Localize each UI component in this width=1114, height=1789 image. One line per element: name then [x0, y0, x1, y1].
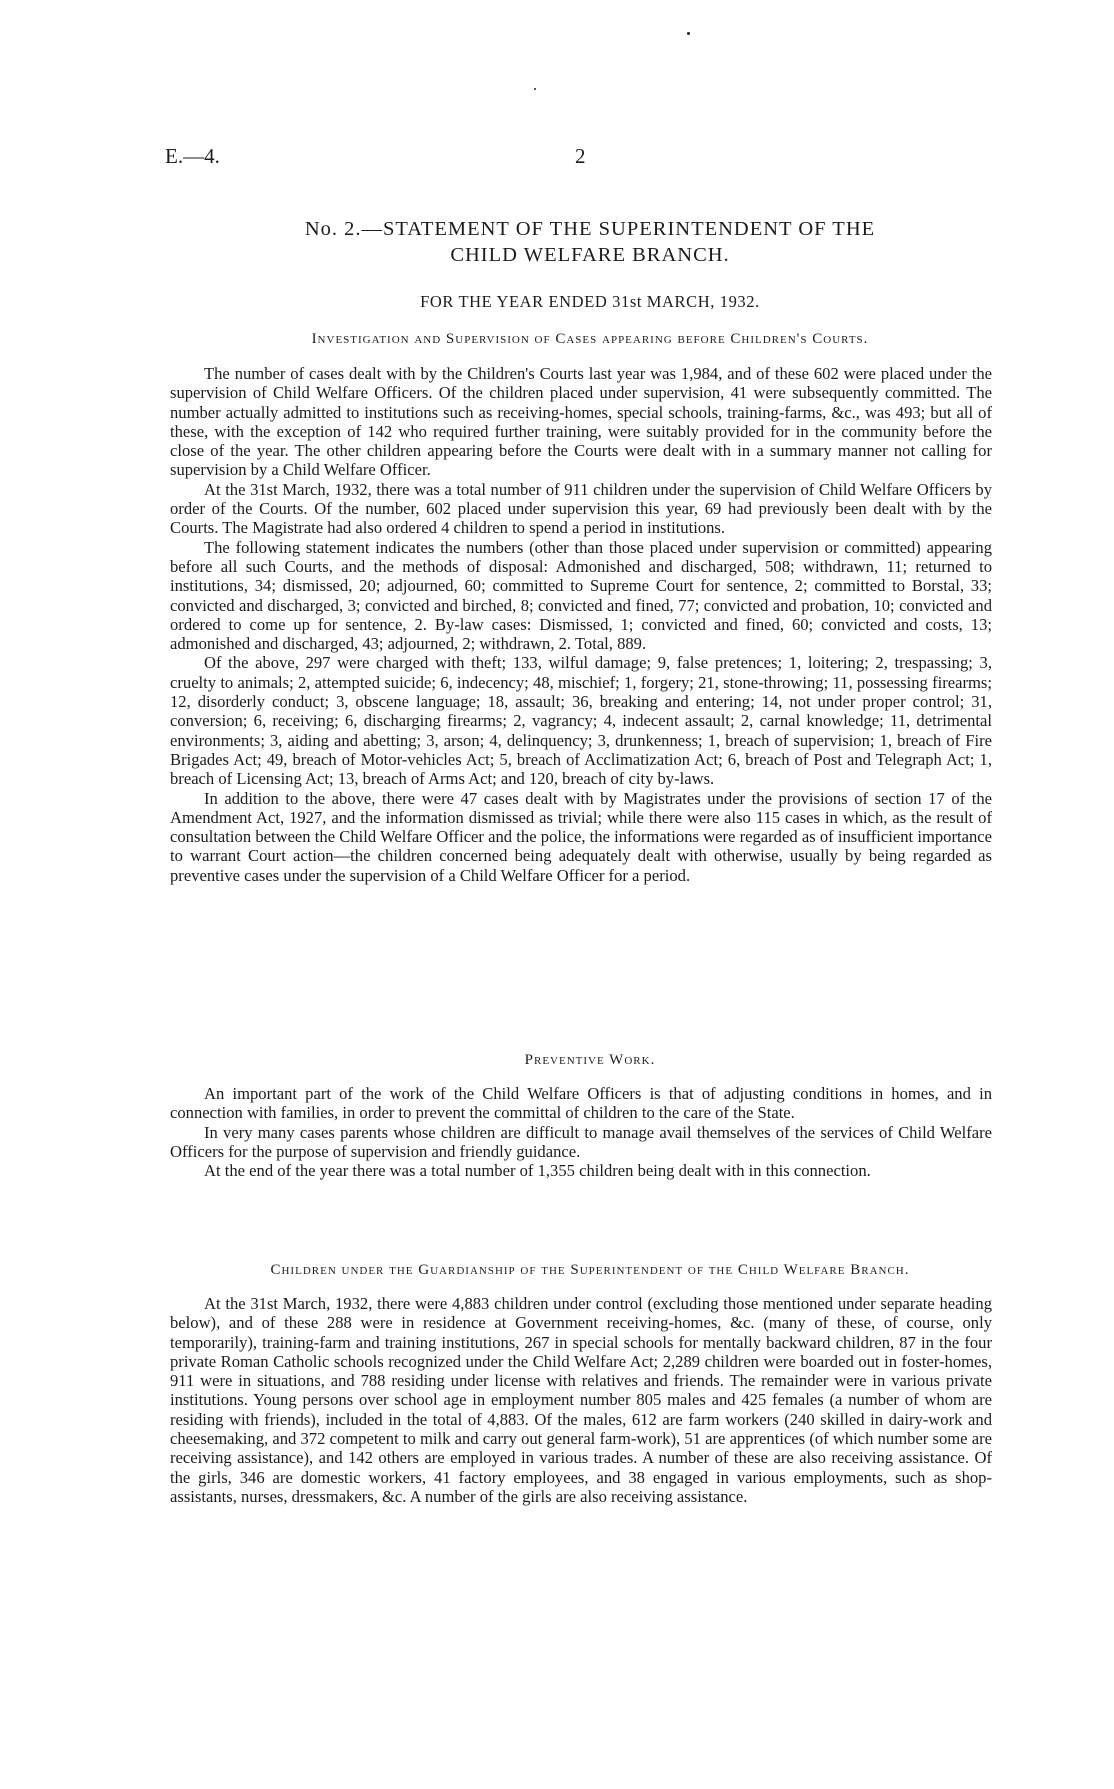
paragraph: In very many cases parents whose children are difficult to manage avail themselves of the services of Child Welfare Officers for the purpose of supervision and friendly guidance.	[170, 1122, 992, 1161]
paragraph: The following statement indicates the numbers (other than those placed under supervision or committed) appearing before all such Courts, and the methods of disposal: Admonished and discharged, 508; withdrawn, 11; returned to institutions, 34; dismissed, 20; adjourned, 60; committed to Supreme Court for sentence, 2; committed to Borstal, 33; convicted and discharged, 3; convicted and birched, 8; convicted and fined, 77; convicted and probation, 10; convicted and ordered to come up for sentence, 2. By-law cases: Dismissed, 1; convicted and fined, 60; convicted and costs, 13; admonished and discharged, 43; adjourned, 2; withdrawn, 2. Total, 889.	[170, 537, 992, 654]
section-body-investigation	[170, 364, 992, 885]
paragraph: At the end of the year there was a total number of 1,355 children being dealt with in this connection.	[204, 1161, 871, 1181]
section-heading-guardianship: Children under the Guardianship of the Superintendent of the Child Welfare Branch.	[270, 1262, 910, 1278]
page-number: 2	[575, 144, 586, 168]
title-line-2: CHILD WELFARE BRANCH.	[450, 244, 730, 266]
paragraph: Of the above, 297 were charged with theft; 133, wilful damage; 9, false pretences; 1, loitering; 2, trespassing; 3, cruelty to animals; 2, attempted suicide; 6, indecency; 48, mischief; 1, forgery; 21, stone-throwing; 11, possessing firearms; 12, disorderly conduct; 3, obscene language; 18, assault; 36, breaking and entering; 14, not under proper control; 31, conversion; 6, receiving; 6, discharging firearms; 2, vagrancy; 4, indecent assault; 2, carnal knowledge; 11, detrimental environments; 3, aiding and abetting; 3, arson; 4, delinquency; 3, drunkenness; 1, breach of supervision; 1, breach of Fire Brigades Act; 49, breach of Motor-vehicles Act; 5, breach of Acclimatization Act; 6, breach of Post and Telegraph Act; 1, breach of Licensing Act; 13, breach of Arms Act; and 120, breach of city by-laws.	[170, 653, 992, 789]
print-mark	[687, 32, 690, 35]
print-mark	[534, 88, 536, 90]
section-heading-investigation: Investigation and Supervision of Cases appearing before Children's Courts.	[311, 331, 869, 347]
paragraph: At the 31st March, 1932, there was a total number of 911 children under the supervision of Child Welfare Officers by order of the Courts. Of the number, 602 placed under supervision this year, 69 had previously been dealt with by the Courts. The Magistrate had also ordered 4 children to spend a period in institutions.	[170, 479, 992, 538]
paragraph: An important part of the work of the Child Welfare Officers is that of adjusting conditions in homes, and in connection with families, in order to prevent the committal of children to the care of the State.	[170, 1084, 992, 1123]
document-reference: E.—4.	[165, 144, 220, 168]
section-body-guardianship	[170, 1294, 992, 1506]
document-subtitle: FOR THE YEAR ENDED 31st MARCH, 1932.	[420, 292, 760, 311]
paragraph: The number of cases dealt with by the Children's Courts last year was 1,984, and of these 602 were placed under the supervision of Child Welfare Officers. Of the children placed under supervision, 41 were subsequently committed. The number actually admitted to institutions such as receiving-homes, special schools, training-farms, &c., was 493; but all of these, with the exception of 142 who required further training, were suitably provided for in the community before the close of the year. The other children appearing before the Courts were dealt with in a summary manner not calling for supervision by a Child Welfare Officer.	[170, 364, 992, 480]
paragraph: In addition to the above, there were 47 cases dealt with by Magistrates under the provisions of section 17 of the Amendment Act, 1927, and the information dismissed as trivial; while there were also 115 cases in which, as the result of consultation between the Child Welfare Officer and the police, the informations were regarded as of insufficient importance to warrant Court action—the children concerned being adequately dealt with otherwise, usually by being regarded as preventive cases under the supervision of a Child Welfare Officer for a period.	[170, 788, 992, 885]
paragraph: At the 31st March, 1932, there were 4,883 children under control (excluding those mentioned under separate heading below), and of these 288 were in residence at Government receiving-homes, &c. (many of these, of course, only temporarily), training-farm and training institutions, 267 in special schools for mentally backward children, 87 in the four private Roman Catholic schools recognized under the Child Welfare Act; 2,289 children were boarded out in foster-homes, 911 were in situations, and 788 residing under license with relatives and friends. The remainder were in various private institutions. Young persons over school age in employment number 805 males and 425 females (a number of whom are residing with friends), included in the total of 4,883. Of the males, 612 are farm workers (240 skilled in dairy-work and cheesemaking, and 372 competent to milk and carry out general farm-work), 51 are apprentices (of which number some are receiving assistance), and 142 others are employed in various trades. A number of these are also receiving assistance. Of the girls, 346 are domestic workers, 41 factory employees, and 38 engaged in various employments, such as shop-assistants, nurses, dressmakers, &c. A number of the girls are also receiving assistance.	[170, 1294, 992, 1506]
section-heading-preventive-work: Preventive Work.	[524, 1052, 656, 1068]
document-title	[150, 216, 1030, 268]
title-line-1: No. 2.—STATEMENT OF THE SUPERINTENDENT OF THE	[304, 218, 876, 240]
section-body-preventive-work	[170, 1084, 992, 1180]
